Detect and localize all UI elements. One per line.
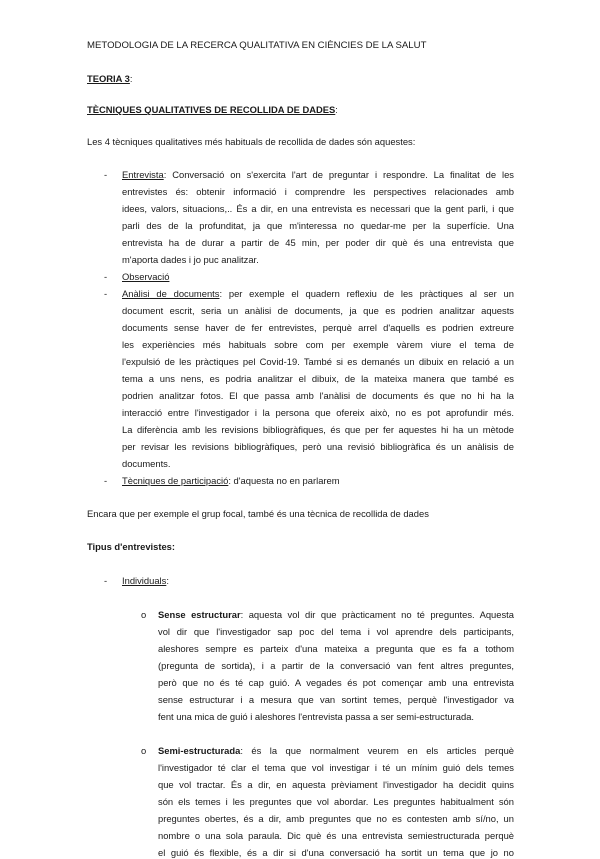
sense-line-4: (pregunta de sortida), i a partir de la conversació van fent altres preguntes, xyxy=(158,660,514,671)
semi-line-2: l'investigador té clar el tema que vol investigar i té un mínim guió dels temes xyxy=(158,762,514,773)
analisi-line-1 xyxy=(122,287,514,300)
entrevista-term: Entrevista xyxy=(122,169,164,180)
semi-line-4: són els temes i les preguntes que vol abordar. Les preguntes habitualment són xyxy=(158,796,514,807)
sense-line-1 xyxy=(158,608,514,621)
list-dash: - xyxy=(104,288,108,299)
analisi-line-8: interacció entre l'investigador i la persona que ofereix això, no es pot aprofundir més. xyxy=(122,407,514,418)
entrevista-line-6: m'aporta dades i jo puc analitzar. xyxy=(122,254,259,265)
analisi-text: : per exemple el quadern reflexiu de les pràctiques al ser un xyxy=(219,288,514,299)
semi-line-7: el guió és flexible, és a dir si d'una conversació ha sortit un tema que jo no xyxy=(158,847,514,858)
sense-term: Sense estructurar xyxy=(158,609,241,620)
list-dash: - xyxy=(104,475,108,486)
individuals-heading xyxy=(122,574,169,587)
analisi-line-5: l'expulsió de les pràctiques pel Covid-19. També si es demanés un dibuix en relació a un xyxy=(122,356,514,367)
sub-bullet: o xyxy=(141,745,147,756)
entrevista-line-4: parli des de la profunditat, ja que m'interessa no quedar-me per la superfície. Una xyxy=(122,220,514,231)
entrevista-line-2: entrevistes és: obtenir informació i comprendre les perspectives relacionades amb xyxy=(122,186,514,197)
running-header: METODOLOGIA DE LA RECERCA QUALITATIVA EN CIÈNCIES DE LA SALUT xyxy=(87,40,427,51)
sense-text: : aquesta vol dir que pràcticament no té preguntes. Aquesta xyxy=(240,609,514,620)
analisi-line-4: les experiències més habituals sobre com per exemple vàrem viure el tema de xyxy=(122,339,514,350)
list-dash: - xyxy=(104,169,108,180)
semi-term: Semi-estructurada xyxy=(158,745,241,756)
analisi-term: Anàlisi de documents xyxy=(122,288,220,299)
participacio-line xyxy=(122,474,340,487)
semi-line-3: que vol tractar. És a dir, en aquesta prèviament l'investigador ha decidit quins xyxy=(158,779,514,790)
sense-line-6: sense estructurar i a mesura que van sortint temes, perquè l'investigador va xyxy=(158,694,514,705)
analisi-line-2: document escrit, seria un anàlisi de documents, ja que es podrien analitzar aquests xyxy=(122,305,514,316)
sub-bullet: o xyxy=(141,609,147,620)
tipus-title: Tipus d'entrevistes: xyxy=(87,541,176,552)
participacio-text: : d'aquesta no en parlarem xyxy=(228,475,340,486)
section-title-text: TÈCNIQUES QUALITATIVES DE RECOLLIDA DE DADES xyxy=(87,104,336,115)
sense-line-7: fent una mica de guió i aleshores l'entrevista passa a ser semi-estructurada. xyxy=(158,711,475,722)
sense-line-3: aleshores sempre es parteix d'una mateixa a pregunta que es fa a tothom xyxy=(158,643,514,654)
analisi-line-9: La diferència amb les revisions bibliogràfiques, és que per fer aquestes hi ha un mètode xyxy=(122,424,514,435)
semi-line-5: preguntes obertes, és a dir, amb preguntes que no es contesten amb sí/no, un xyxy=(158,813,514,824)
semi-text: : és la que normalment veurem en els articles perquè xyxy=(240,745,514,756)
teoria-label: TEORIA 3 xyxy=(87,73,130,84)
analisi-line-11: documents. xyxy=(122,458,171,469)
entrevista-line-5: entrevista ha de durar a partir de 45 min, per poder dir què és una entrevista que xyxy=(122,237,514,248)
observacio-term: Observació xyxy=(122,271,170,282)
section-title xyxy=(87,103,338,116)
intro-paragraph: Les 4 tècniques qualitatives més habituals de recollida de dades són aquestes: xyxy=(87,136,416,147)
semi-line-6: nombre o una sola paraula. Dic què és una entrevista semiestructurada perquè xyxy=(158,830,514,841)
sense-line-5: però que no és té cap guió. A vegades és pot començar amb una entrevista xyxy=(158,677,514,688)
list-dash: - xyxy=(104,575,108,586)
analisi-line-7: podrien analitzar fotos. El que passa amb l'anàlisi de documents és que no hi ha la xyxy=(122,390,514,401)
analisi-line-3: documents sense haver de fer entrevistes, perquè arrel d'aquells es podrien extreure xyxy=(122,322,514,333)
entrevista-text: : Conversació on s'exercita l'art de preguntar i respondre. La finalitat de les xyxy=(163,169,514,180)
individuals-term: Individuals xyxy=(122,575,167,586)
sense-line-2: vol dir que l'investigador sap poc del tema i vol aprendre dels participants, xyxy=(158,626,514,637)
lecture-label xyxy=(87,72,133,85)
grup-focal-paragraph: Encara que per exemple el grup focal, també és una tècnica de recollida de dades xyxy=(87,508,429,519)
list-dash: - xyxy=(104,271,108,282)
section-title-suffix: : xyxy=(335,104,338,115)
entrevista-line-3: idees, valors, situacions,.. És a dir, en una entrevista es necessari que la gent parli, i que xyxy=(122,203,514,214)
participacio-term: Tècniques de participació xyxy=(122,475,229,486)
teoria-suffix: : xyxy=(129,73,133,84)
semi-line-1 xyxy=(158,744,514,757)
individuals-suffix: : xyxy=(166,575,169,586)
analisi-line-10: per revisar les revisions bibliogràfiques, però una revisió bibliogràfica és un anàlisis de xyxy=(122,441,514,452)
analisi-line-6: tema a uns nens, es podria analitzar el dibuix, de la mateixa manera que també es xyxy=(122,373,514,384)
entrevista-line-1 xyxy=(122,168,514,181)
